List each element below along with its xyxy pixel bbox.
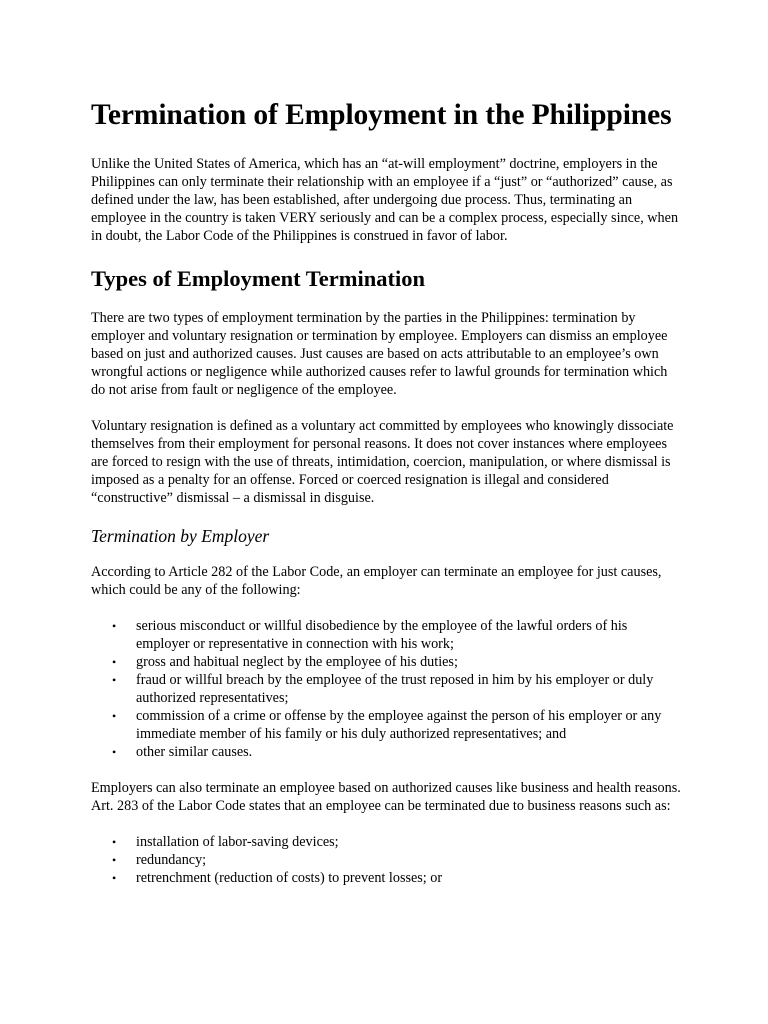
bullet-icon: • [112, 745, 117, 759]
employer-intro-paragraph: According to Article 282 of the Labor Code, an employer can terminate an employee for just causes, which could be any of the following: [91, 564, 662, 598]
bullet-icon: • [112, 871, 117, 885]
types-paragraph-1: There are two types of employment termination by the parties in the Philippines: termination by employer and voluntary resignation or termination by employee. Employers can dismiss an employee based on just and authorized causes. Just causes are based on acts attributable to an employee’s own wrongful actions or negligence while authorized causes refer to lawful grounds for termination which do not arise from fault or negligence of the employee. [91, 310, 668, 398]
list-item [91, 833, 681, 851]
just-causes-list [91, 617, 681, 761]
intro-paragraph: Unlike the United States of America, which has an “at-will employment” doctrine, employers in the Philippines can only terminate their relationship with an employee if a “just” or “authorized” cause, as defined under the law, has been established, after undergoing due process. Thus, terminating an employee in the country is taken VERY seriously and can be a complex process, especially since, when in doubt, the Labor Code of the Philippines is construed in favor of labor. [91, 156, 679, 244]
list-item [91, 743, 681, 761]
bullet-icon: • [112, 673, 117, 687]
list-item [91, 869, 681, 887]
list-item [91, 707, 681, 743]
subsection-heading-employer: Termination by Employer [91, 526, 270, 546]
list-item [91, 617, 681, 653]
list-item-text: other similar causes. [136, 744, 253, 760]
types-paragraph-2: Voluntary resignation is defined as a voluntary act committed by employees who knowingly dissociate themselves from their employment for personal reasons. It does not cover instances where employees are forced to resign with the use of threats, intimidation, coercion, manipulation, or where dismissal is imposed as a penalty for an offense. Forced or coerced resignation is illegal and considered “constructive” dismissal – a dismissal in disguise. [91, 418, 674, 506]
list-item-text: commission of a crime or offense by the employee against the person of his employer or any immediate member of his family or his duly authorized representatives; and [136, 708, 662, 742]
list-item-text: serious misconduct or willful disobedience by the employee of the lawful orders of his employer or representative in connection with his work; [136, 618, 628, 652]
business-reasons-list [91, 833, 681, 887]
list-item-text: fraud or willful breach by the employee of the trust reposed in him by his employer or duly authorized representatives; [136, 672, 654, 706]
list-item-text: gross and habitual neglect by the employee of his duties; [136, 654, 458, 670]
list-item [91, 671, 681, 707]
list-item-text: installation of labor-saving devices; [136, 834, 339, 850]
authorized-causes-paragraph: Employers can also terminate an employee based on authorized causes like business and health reasons. Art. 283 of the Labor Code states that an employee can be terminated due to business reasons such as: [91, 780, 681, 814]
bullet-icon: • [112, 709, 117, 723]
bullet-icon: • [112, 835, 117, 849]
bullet-icon: • [112, 853, 117, 867]
document-page [91, 96, 681, 887]
page-title: Termination of Employment in the Philippines [91, 99, 672, 131]
list-item-text: redundancy; [136, 852, 207, 868]
list-item [91, 851, 681, 869]
bullet-icon: • [112, 619, 117, 633]
list-item [91, 653, 681, 671]
section-heading-types: Types of Employment Termination [91, 266, 425, 291]
list-item-text: retrenchment (reduction of costs) to prevent losses; or [136, 870, 443, 886]
bullet-icon: • [112, 655, 117, 669]
